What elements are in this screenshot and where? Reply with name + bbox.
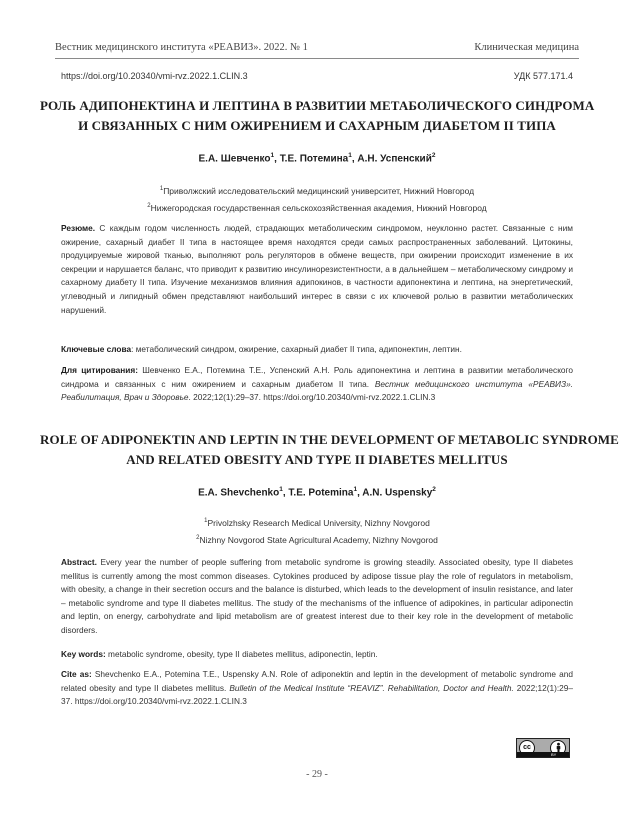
ru-title [40, 96, 594, 136]
ru-keywords [61, 343, 573, 357]
author-affiliation-mark: 1 [279, 486, 283, 493]
affiliation-text: Нижегородская государственная сельскохозяйственная академия, Нижний Новгород [150, 202, 487, 213]
cc-icon: cc [519, 740, 535, 756]
keywords-label: Key words: [61, 649, 106, 659]
en-abstract [61, 556, 573, 638]
citation-journal: Bulletin of the Medical Institute “REAVIZ”. Rehabilitation, Doctor and Health. [229, 682, 514, 693]
citation-label: Для цитирования: [61, 365, 139, 375]
citation-text: Шевченко Е.А., Потемина Т.Е., Успенский А.Н. Роль адипонектина и лептина в развитии метаболического синдрома и связанных с ним ожирением и сахарным диабетом II типа. [61, 365, 573, 389]
keywords-label: Ключевые слова [61, 344, 132, 354]
author-affiliation-mark: 1 [353, 486, 358, 493]
author-separator: , [357, 487, 363, 499]
keywords-text: metabolic syndrome, obesity, type II diabetes mellitus, adiponectin, leptin. [105, 649, 378, 659]
author-affiliation-mark: 1 [348, 152, 352, 159]
license-bar [517, 752, 569, 757]
affiliation-mark: 1 [204, 518, 208, 524]
author-name: А.Н. Успенский [357, 153, 432, 165]
author-name: Т.Е. Потемина [279, 153, 349, 165]
by-label: BY [551, 752, 557, 757]
doi-link[interactable]: https://doi.org/10.20340/vmi-rvz.2022.1.CLIN.3 [61, 71, 248, 81]
keywords-text: : метаболический синдром, ожирение, сахарный диабет II типа, адипонектин, лептин. [131, 344, 462, 354]
header-rule [55, 58, 579, 59]
ru-citation [61, 364, 573, 405]
affiliation-mark: 2 [196, 534, 200, 541]
journal-running-head: Вестник медицинского института «РЕАВИЗ». 2022. № 1 [55, 42, 308, 53]
abstract-text: Every year the number of people suffering from metabolic syndrome is growing steadily. Associated obesity, type II diabetes mellitus is currently among the most common diseases. Cytokines produced by adipose tissue play the role of regulators in metabolism, with obesity, a change in their secretion occurs and the balance is disturbed, which leads to the development of insulin resistance, and later – metabolic syndrome and type II diabetes mellitus. The study of the mechanisms of the influence of adipokines, in particular adiponectin and leptin, on energy, carbohydrate and lipid metabolism are of greatest interest due to their key role in the development of metabolic disorders. [61, 557, 573, 635]
abstract-label: Abstract. [61, 557, 97, 567]
udk-code: УДК 577.171.4 [513, 71, 573, 81]
author-name: E.A. Shevchenko [198, 487, 280, 499]
en-title [40, 430, 619, 470]
author-name: A.N. Uspensky [362, 487, 433, 499]
citation-label: Cite as: [61, 669, 92, 679]
section-running-head: Клиническая медицина [474, 42, 579, 53]
en-title-line: ROLE OF ADIPONEKTIN AND LEPTIN IN THE DEVELOPMENT OF METABOLIC SYNDROME [40, 432, 619, 447]
ru-abstract [61, 222, 573, 317]
author-name: Е.А. Шевченко [198, 153, 271, 165]
affiliation-text: Privolzhsky Research Medical University, Nizhny Novgorod [207, 517, 430, 528]
en-citation [61, 668, 573, 709]
page-number: - 29 - [306, 769, 328, 780]
affiliation-text: Nizhny Novgorod State Agricultural Academy, Nizhny Novgorod [199, 534, 438, 545]
citation-tail: 2022;12(1):29–37. https://doi.org/10.20340/vmi-rvz.2022.1.CLIN.3 [61, 682, 574, 707]
author-name: T.E. Potemina [288, 487, 354, 499]
ru-authors [40, 152, 594, 164]
affiliation-mark: 2 [147, 202, 151, 209]
author-affiliation-mark: 1 [270, 152, 275, 159]
en-title-line: AND RELATED OBESITY AND TYPE II DIABETES MELLITUS [126, 452, 508, 467]
en-affiliations [40, 514, 594, 548]
author-separator: , [351, 153, 358, 165]
citation-journal: Вестник медицинского института «РЕАВИЗ». Реабилитация, Врач и Здоровье [61, 378, 573, 403]
affiliation-mark: 1 [159, 186, 164, 192]
abstract-label: Резюме. [61, 223, 96, 233]
ru-affiliations [40, 182, 594, 216]
ru-title-line: РОЛЬ АДИПОНЕКТИНА И ЛЕПТИНА В РАЗВИТИИ МЕТАБОЛИЧЕСКОГО СИНДРОМА [40, 98, 595, 113]
author-affiliation-mark: 2 [432, 486, 436, 493]
cc-by-license-badge[interactable] [516, 738, 570, 758]
author-separator: , [274, 153, 280, 165]
affiliation-text: Приволжский исследовательский медицинский университет, Нижний Новгород [163, 185, 475, 196]
citation-tail: . 2022;12(1):29–37. https://doi.org/10.20340/vmi-rvz.2022.1.CLIN.3 [188, 392, 436, 403]
author-affiliation-mark: 2 [431, 152, 436, 159]
en-authors [40, 486, 594, 498]
citation-text: Shevchenko E.A., Potemina T.E., Uspensky A.N. Role of adiponektin and leptin in the development of metabolic syndrome and related obesity and type II diabetes mellitus. [61, 669, 573, 693]
author-separator: , [282, 487, 289, 499]
en-keywords [61, 648, 573, 662]
abstract-text: С каждым годом численность людей, страдающих метаболическим синдромом, неуклонно растет. Связанные с ним ожирение, сахарный диабет II типа в настоящее время находятся среди самых распространенных заболеваний. Цитокины, продуцируемые жировой тканью, выполняют роль регуляторов в обмене веществ, при ожирении происходит изменение в их секреции и нарушается баланс, что приводит к развитию инсулинорезистентности, а в дальнейшем – метаболическому синдрому и сахарному диабету II типа. Изучение механизмов влияния адипокинов, в частности адипонектина и лептина, на энергетический, углеводный и липидный обмен представляют наибольший интерес в связи с их ключевой ролью в развитии метаболических нарушений. [61, 223, 573, 315]
ru-title-line: И СВЯЗАННЫХ С НИМ ОЖИРЕНИЕМ И САХАРНЫМ ДИАБЕТОМ II ТИПА [78, 118, 556, 133]
